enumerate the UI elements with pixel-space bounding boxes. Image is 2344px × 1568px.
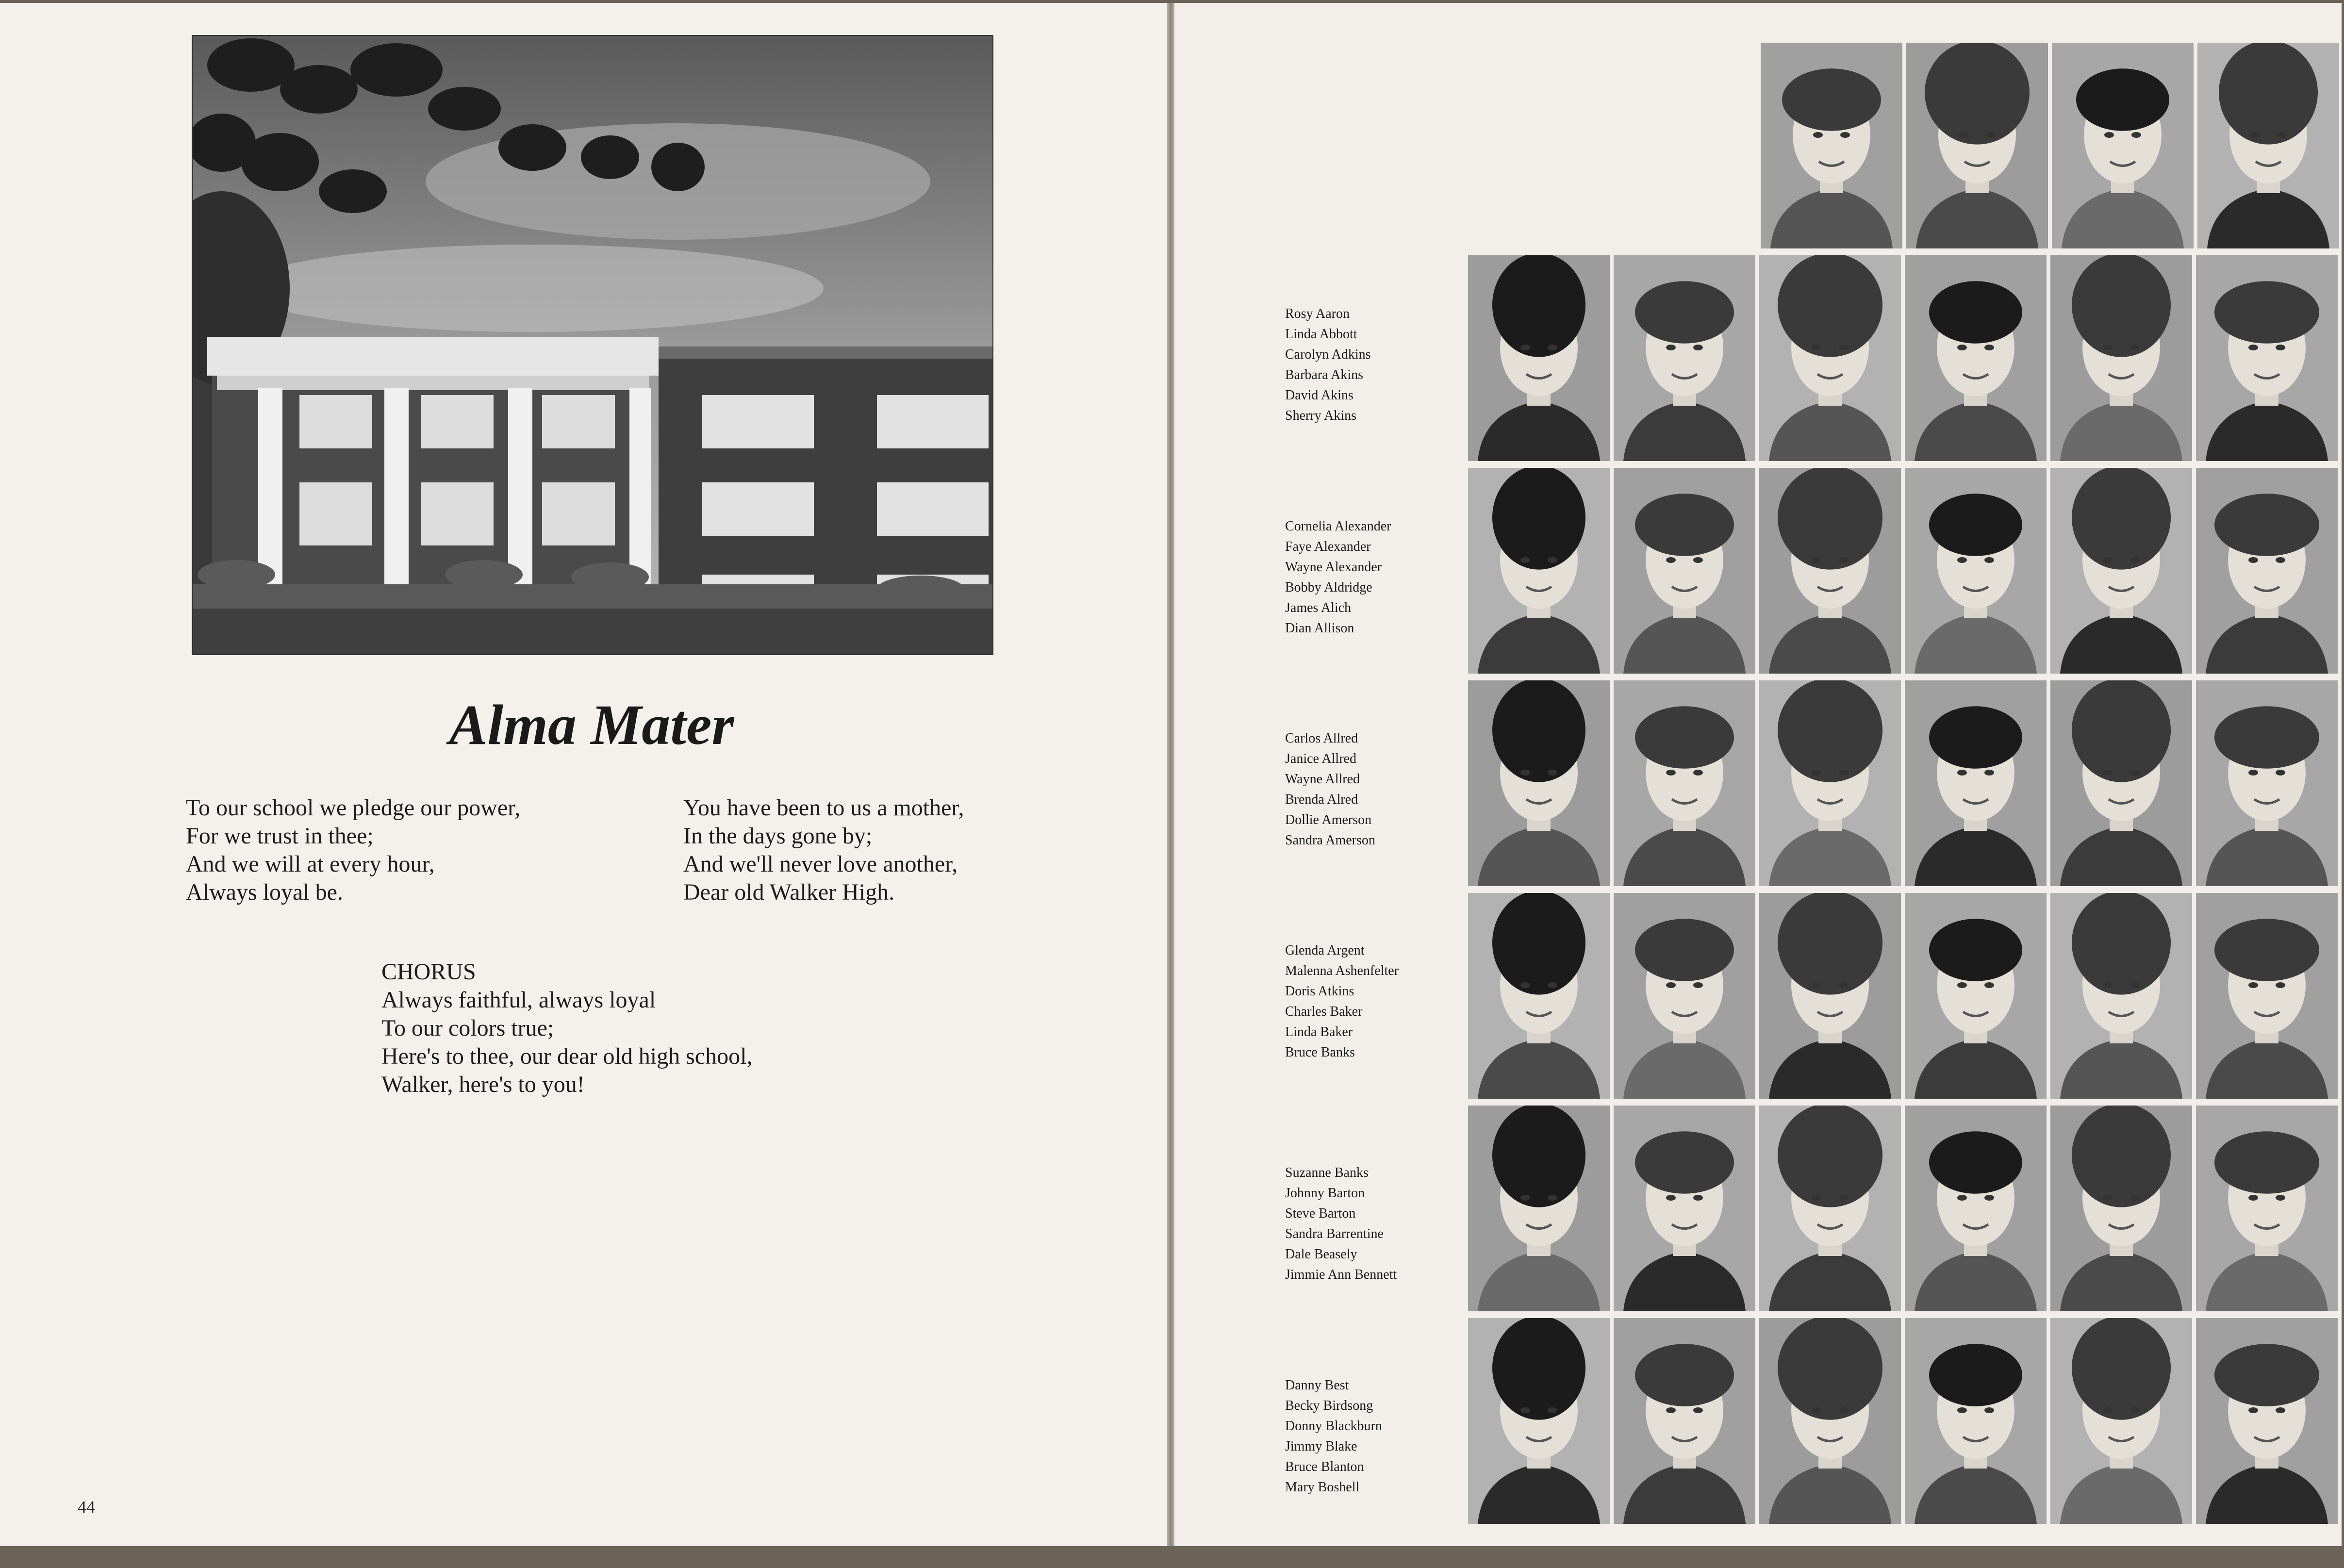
student-portrait xyxy=(2050,1318,2192,1524)
student-name: Bobby Aldridge xyxy=(1285,580,1372,595)
school-building-photo xyxy=(192,35,993,655)
student-name: Suzanne Banks xyxy=(1285,1165,1369,1180)
row-name-list xyxy=(1285,1163,1397,1285)
right-page xyxy=(1174,3,2342,1546)
verse-line: In the days gone by; xyxy=(683,823,873,849)
student-name: James Alich xyxy=(1285,600,1352,615)
student-portrait xyxy=(1614,680,1755,886)
student-portrait xyxy=(1614,1318,1755,1524)
student-name: Wayne Allred xyxy=(1285,772,1360,787)
student-portrait xyxy=(2050,893,2192,1099)
student-portrait xyxy=(1614,893,1755,1099)
student-name: Johnny Barton xyxy=(1285,1186,1365,1201)
row-name-list xyxy=(1285,516,1391,639)
student-portrait xyxy=(1759,680,1901,886)
student-name: Doris Atkins xyxy=(1285,984,1354,999)
row-name-list xyxy=(1285,304,1371,426)
student-name: Malenna Ashenfelter xyxy=(1285,963,1399,978)
student-name: Barbara Akins xyxy=(1285,367,1363,382)
student-portrait xyxy=(2196,680,2338,886)
verse-line: And we'll never love another, xyxy=(683,851,958,877)
student-name: Sherry Akins xyxy=(1285,408,1356,423)
student-portrait xyxy=(1759,255,1901,461)
student-name: Dian Allison xyxy=(1285,621,1354,636)
student-name: Donny Blackburn xyxy=(1285,1419,1382,1434)
student-portrait xyxy=(2050,468,2192,674)
chorus-line: Here's to thee, our dear old high school, xyxy=(381,1043,753,1069)
student-name: Linda Abbott xyxy=(1285,327,1357,342)
student-name: Brenda Alred xyxy=(1285,792,1358,807)
student-name: David Akins xyxy=(1285,388,1354,403)
page-number: 44 xyxy=(78,1497,95,1517)
student-name: Dale Beasely xyxy=(1285,1247,1357,1262)
row-name-list xyxy=(1285,728,1375,851)
student-name: Sandra Barrentine xyxy=(1285,1226,1384,1241)
student-name: Jimmy Blake xyxy=(1285,1439,1357,1454)
verse-line: To our school we pledge our power, xyxy=(186,795,521,821)
student-portrait xyxy=(1905,255,2047,461)
chorus xyxy=(381,958,752,1099)
student-portrait xyxy=(1759,893,1901,1099)
student-portrait xyxy=(2196,893,2338,1099)
student-name: Jimmie Ann Bennett xyxy=(1285,1267,1397,1282)
student-name: Steve Barton xyxy=(1285,1206,1356,1221)
student-portrait xyxy=(1759,468,1901,674)
student-portrait xyxy=(1468,1318,1610,1524)
student-name: Carlos Allred xyxy=(1285,731,1358,746)
student-portrait xyxy=(1468,468,1610,674)
row-name-list xyxy=(1285,1375,1382,1498)
student-portrait xyxy=(1759,1106,1901,1311)
student-portrait xyxy=(2050,1106,2192,1311)
student-portrait xyxy=(1905,468,2047,674)
student-name: Rosy Aaron xyxy=(1285,306,1350,321)
chorus-line: Walker, here's to you! xyxy=(381,1072,585,1097)
chorus-heading: CHORUS xyxy=(381,959,476,985)
student-name: Janice Allred xyxy=(1285,751,1356,766)
student-portrait xyxy=(2196,255,2338,461)
verse-line: And we will at every hour, xyxy=(186,851,435,877)
student-portrait xyxy=(1759,1318,1901,1524)
verse-line: You have been to us a mother, xyxy=(683,795,964,821)
student-name: Wayne Alexander xyxy=(1285,560,1382,575)
student-name: Danny Best xyxy=(1285,1378,1349,1393)
officer-portrait xyxy=(1761,43,1902,248)
student-portrait xyxy=(1468,255,1610,461)
student-name: Sandra Amerson xyxy=(1285,833,1375,848)
alma-mater-title: Alma Mater xyxy=(449,693,734,757)
student-portrait xyxy=(1614,1106,1755,1311)
student-portrait xyxy=(1905,1318,2047,1524)
student-portrait xyxy=(2196,1318,2338,1524)
verse-one xyxy=(186,794,520,907)
student-portrait xyxy=(1905,893,2047,1099)
school-building-illustration xyxy=(193,36,992,654)
verse-two xyxy=(683,794,964,907)
student-name: Becky Birdsong xyxy=(1285,1398,1373,1413)
verse-line: Always loyal be. xyxy=(186,879,343,905)
student-name: Bruce Blanton xyxy=(1285,1459,1364,1474)
student-name: Bruce Banks xyxy=(1285,1045,1355,1060)
chorus-line: To our colors true; xyxy=(381,1015,554,1041)
student-portrait xyxy=(1614,468,1755,674)
student-name: Dollie Amerson xyxy=(1285,812,1372,827)
student-name: Carolyn Adkins xyxy=(1285,347,1371,362)
student-portrait xyxy=(1468,1106,1610,1311)
student-name: Charles Baker xyxy=(1285,1004,1363,1019)
officer-portrait xyxy=(1906,43,2048,248)
student-portrait xyxy=(1468,680,1610,886)
student-name: Cornelia Alexander xyxy=(1285,519,1391,534)
student-portrait xyxy=(1905,1106,2047,1311)
verse-line: Dear old Walker High. xyxy=(683,879,895,905)
student-name: Mary Boshell xyxy=(1285,1480,1360,1495)
student-portrait xyxy=(1614,255,1755,461)
student-portrait xyxy=(1468,893,1610,1099)
book-gutter xyxy=(1167,3,1174,1546)
student-name: Glenda Argent xyxy=(1285,943,1365,958)
verse-line: For we trust in thee; xyxy=(186,823,374,849)
officer-portrait xyxy=(2197,43,2339,248)
student-portrait xyxy=(2196,1106,2338,1311)
student-name: Linda Baker xyxy=(1285,1024,1353,1040)
left-page xyxy=(0,3,1168,1546)
chorus-line: Always faithful, always loyal xyxy=(381,987,656,1013)
student-portrait xyxy=(2050,255,2192,461)
student-portrait xyxy=(2050,680,2192,886)
student-portrait xyxy=(2196,468,2338,674)
student-portrait xyxy=(1905,680,2047,886)
student-name: Faye Alexander xyxy=(1285,539,1371,554)
officer-portrait xyxy=(2052,43,2194,248)
row-name-list xyxy=(1285,941,1399,1063)
